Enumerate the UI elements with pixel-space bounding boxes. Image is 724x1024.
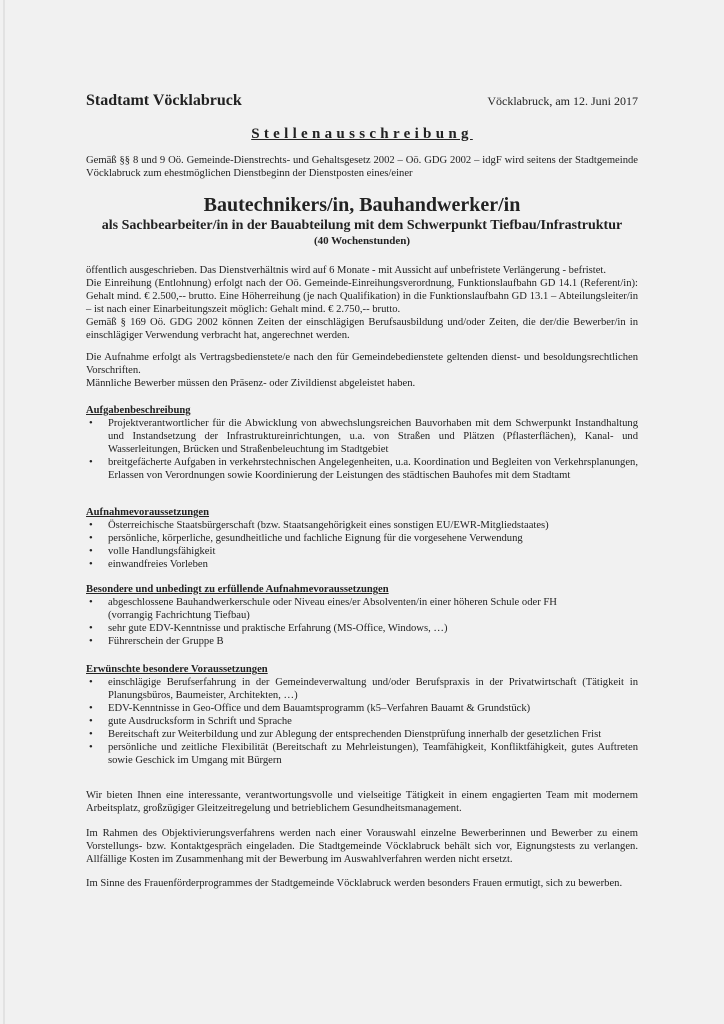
section-aufgaben (86, 404, 638, 482)
document-date: Vöcklabruck, am 12. Juni 2017 (487, 94, 638, 108)
section-heading: Aufnahmevoraussetzungen (86, 507, 210, 518)
paragraph: öffentlich ausgeschrieben. Das Dienstverhältnis wird auf 6 Monate - mit Aussicht auf unbefristete Verlängerung - befristet. (86, 265, 607, 276)
paragraph: Gemäß § 169 Oö. GDG 2002 können Zeiten der einschlägigen Berufsausbildung und/oder Zeiten, die der/die Bewerber/in in einschlägiger Verwendung verbracht hat, angerechnet werden. (86, 317, 638, 341)
paragraph: Die Aufnahme erfolgt als Vertragsbedienstete/e nach den für Gemeindebedienstete geltenden dienst- und besoldungsrechtlichen Vorschriften. (86, 352, 638, 376)
document-title: Stellenausschreibung (251, 126, 473, 142)
closing-procedure: Im Rahmen des Objektivierungsverfahrens werden nach einer Vorauswahl einzelne Bewerberinnen und Bewerber zu einem Vorstellungs- bzw. Kontaktgespräch eingeladen. Die Stadtgemeinde Vöcklabruck behält sich vor, Eignungstests zu verlangen. Allfällige Kosten im Zusammenhang mit der Bewerbung im Auswahlverfahren werden nicht ersetzt. (86, 828, 638, 865)
section-heading: Besondere und unbedingt zu erfüllende Aufnahmevoraussetzungen (86, 584, 389, 595)
position-title: Bautechnikers/in, Bauhandwerker/in (203, 194, 521, 216)
position-subtitle: als Sachbearbeiter/in in der Bauabteilung mit dem Schwerpunkt Tiefbau/Infrastruktur (101, 218, 623, 233)
section-besondere (86, 583, 638, 648)
paragraph: Männliche Bewerber müssen den Präsenz- oder Zivildienst abgeleistet haben. (86, 378, 416, 389)
section-aufnahme (86, 506, 638, 571)
scan-edge (3, 0, 5, 1024)
intro-text: Gemäß §§ 8 und 9 Oö. Gemeinde-Dienstrechts- und Gehaltsgesetz 2002 – Oö. GDG 2002 – idgF wird seitens der Stadtgemeinde Vöcklabruck zum ehestmöglichen Dienstbeginn der Dienstposten eines/einer (86, 155, 638, 179)
section-heading: Aufgabenbeschreibung (86, 405, 191, 416)
list-item: • Österreichische Staatsbürgerschaft (bzw. Staatsangehörigkeit eines sonstigen EU/EWR-Mitgliedstaates) (86, 519, 638, 532)
section-heading: Erwünschte besondere Voraussetzungen (86, 664, 268, 675)
list-item: • persönliche und zeitliche Flexibilität (Bereitschaft zu Mehrleistungen), Teamfähigkeit, Konfliktfähigkeit, gutes Auftreten sowie Geschick im Umgang mit Bürgern (86, 741, 638, 767)
list-item: • sehr gute EDV-Kenntnisse und praktische Erfahrung (MS-Office, Windows, …) (86, 622, 638, 635)
section-erwuenscht (86, 663, 638, 767)
list-item: • persönliche, körperliche, gesundheitliche und fachliche Eignung für die vorgesehene Verwendung (86, 532, 638, 545)
closing-offer: Wir bieten Ihnen eine interessante, verantwortungsvolle und vielseitige Tätigkeit in einem engagierten Team mit modernem Arbeitsplatz, großzügiger Gleitzeitregelung und betrieblichem Gesundheitsmanagement. (86, 790, 638, 814)
terms-block (86, 264, 638, 342)
list-item: • gute Ausdrucksform in Schrift und Sprache (86, 715, 638, 728)
position-hours: (40 Wochenstunden) (313, 235, 411, 247)
employment-block (86, 351, 638, 390)
paragraph: Die Einreihung (Entlohnung) erfolgt nach der Oö. Gemeinde-Einreihungsverordnung, Funktionslaufbahn GD 14.1 (Referent/in): Gehalt mind. € 2.500,-- brutto. Eine Höherreihung (je nach Qualifikation) in die Funktionslaufbahn GD 13.1 – Abteilungsleiter/in – ist nach einer Einarbeitungszeit möglich: Gehalt mind. € 2.750,-- brutto. (86, 278, 638, 315)
list-item: • volle Handlungsfähigkeit (86, 545, 638, 558)
organization-name: Stadtamt Vöcklabruck (86, 92, 242, 109)
list-item: • Projektverantwortlicher für die Abwicklung von abwechslungsreichen Bauvorhaben mit dem Schwerpunkt Instandhaltung und Instandsetzung der Infrastruktureinrichtungen, u.a. von Straßen und Plätzen (Pflasterflächen), Kanal- und Wasserleitungen, Brücken und Straßenbeleuchtung im Stadtgebiet (86, 417, 638, 456)
list-item: • einschlägige Berufserfahrung in der Gemeindeverwaltung und/oder Berufspraxis in der Privatwirtschaft (Tätigkeit in Planungsbüros, Baumeister, Architekten, …) (86, 676, 638, 702)
list-item: • EDV-Kenntnisse in Geo-Office und dem Bauamtsprogramm (k5–Verfahren Bauamt & Grundstück) (86, 702, 638, 715)
list-item: • breitgefächerte Aufgaben in verkehrstechnischen Angelegenheiten, u.a. Koordination und Begleiten von Verkehrsplanungen, Erlassen von Verordnungen sowie Koordinierung der Leistungen des städtischen Bauhofes mit dem Stadtamt (86, 456, 638, 482)
list-item: • Bereitschaft zur Weiterbildung und zur Ablegung der entsprechenden Dienstprüfung innerhalb der gesetzlichen Frist (86, 728, 638, 741)
closing-equality: Im Sinne des Frauenförderprogrammes der Stadtgemeinde Vöcklabruck werden besonders Frauen ermutigt, sich zu bewerben. (86, 878, 623, 889)
list-item: • Führerschein der Gruppe B (86, 635, 638, 648)
list-item: • einwandfreies Vorleben (86, 558, 638, 571)
list-item: • abgeschlossene Bauhandwerkerschule oder Niveau eines/er Absolventen/in einer höheren Schule oder FH (vorrangig Fachrichtung Tiefbau) (86, 596, 638, 622)
